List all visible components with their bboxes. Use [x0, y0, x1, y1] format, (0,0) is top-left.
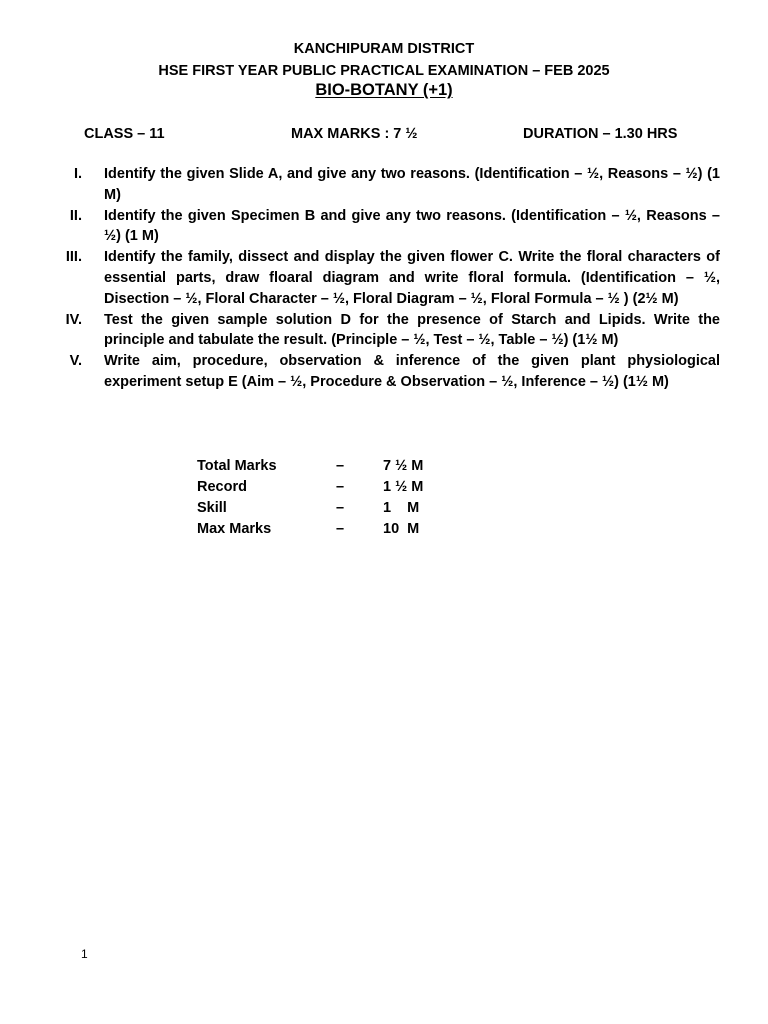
question-item: [56, 351, 720, 393]
summary-dash: –: [336, 500, 345, 516]
question-text: Identify the given Slide A, and give any two reasons. (Identification – ½, Reasons – ½) (1 M): [104, 166, 720, 203]
subject-title: BIO-BOTANY (+1): [315, 81, 453, 99]
question-list: [56, 164, 720, 393]
summary-dash: –: [336, 479, 345, 495]
summary-label: Total Marks: [197, 458, 277, 474]
question-item: [56, 164, 720, 206]
exam-title: HSE FIRST YEAR PUBLIC PRACTICAL EXAMINATION – FEB 2025: [158, 63, 610, 79]
question-text: Identify the family, dissect and display the given flower C. Write the floral characters of essential parts, draw floaral diagram and write floral formula. (Identification – ½, Disection – ½, Floral Character – ½, Floral Diagram – ½, Floral Formula – ½ ) (2½ M): [104, 249, 720, 307]
summary-value: 10 M: [383, 521, 420, 537]
summary-label: Max Marks: [197, 521, 272, 537]
max-marks-label: MAX MARKS : 7 ½: [291, 126, 418, 142]
summary-value: 1 M: [383, 500, 420, 516]
question-text: Identify the given Specimen B and give any two reasons. (Identification – ½, Reasons – ½) (1 M): [104, 207, 720, 245]
question-number: III.: [65, 249, 82, 266]
summary-value: 7 ½ M: [383, 458, 424, 474]
district-heading: KANCHIPURAM DISTRICT: [293, 41, 475, 57]
summary-row: [197, 477, 463, 498]
class-label: CLASS – 11: [84, 126, 165, 142]
question-number: V.: [69, 353, 82, 370]
summary-value: 1 ½ M: [383, 479, 424, 495]
question-item: [56, 310, 720, 352]
page-number: 1: [81, 947, 88, 961]
question-item: [56, 247, 720, 309]
summary-dash: –: [336, 521, 345, 537]
question-number: IV.: [65, 311, 82, 328]
summary-label: Record: [197, 479, 247, 495]
marks-summary-table: [197, 456, 463, 540]
summary-label: Skill: [197, 500, 227, 516]
question-number: I.: [73, 166, 82, 182]
question-text: Test the given sample solution D for the presence of Starch and Lipids. Write the principle and tabulate the result. (Principle – ½, Test – ½, Table – ½) (1½ M): [104, 311, 720, 349]
summary-row: [197, 498, 463, 519]
summary-dash: –: [336, 458, 345, 474]
duration-label: DURATION – 1.30 HRS: [523, 126, 678, 142]
question-number: II.: [69, 207, 82, 224]
summary-row: [197, 456, 463, 477]
question-text: Write aim, procedure, observation & inference of the given plant physiological experiment setup E (Aim – ½, Procedure & Observation – ½, Inference – ½) (1½ M): [104, 353, 720, 390]
question-item: [56, 206, 720, 248]
summary-row: [197, 519, 463, 540]
